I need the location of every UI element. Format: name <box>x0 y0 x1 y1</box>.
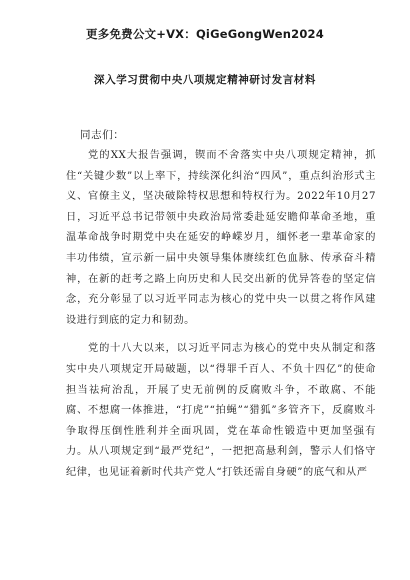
promo-banner: 更多免费公文+VX：QiGeGongWen2024 <box>86 27 324 41</box>
salutation: 同志们： <box>80 129 125 141</box>
paragraph-2: 党的十八大以来，以习近平同志为核心的党中央从制定和落实中央八项规定开局破题，以“得罪千百人、不负十四亿”的使命担当祛疴治乱，开展了史无前例的反腐败斗争，不敢腐、不能腐、不想腐一体推进，“打虎”“拍蝇”“猎狐”多管齐下，反腐败斗争取得压倒性胜利并全面巩固，党在革命性锻造中更加坚强有力。从八项规定到“最严党纪”，一把把高悬利剑，警示人们恪守纪律，也见证着新时代共产党人“打铁还需自身硬”的底气和从严 <box>66 343 376 478</box>
document-title: 深入学习贯彻中央八项规定精神研讨发言材料 <box>94 74 316 86</box>
paragraph-1: 党的XX大报告强调，锲而不舍落实中央八项规定精神，抓住“关键少数”以上率下，持续深化纠治“四风”，重点纠治形式主义、官僚主义，坚决破除特权思想和特权行为。2022年10月27日，习近平总书记带领中央政治局常委赴延安瞻仰革命圣地，重温革命战争时期党中央在延安的峥嵘岁月，缅怀老一辈革命家的丰功伟绩，宣示新一届中央领导集体赓续红色血脉、传承奋斗精神，在新的赶考之路上向历史和人民交出新的优异答卷的坚定信念，充分彰显了以习近平同志为核心的党中央一以贯之将作风建设进行到底的定力和韧劲。 <box>66 150 376 326</box>
